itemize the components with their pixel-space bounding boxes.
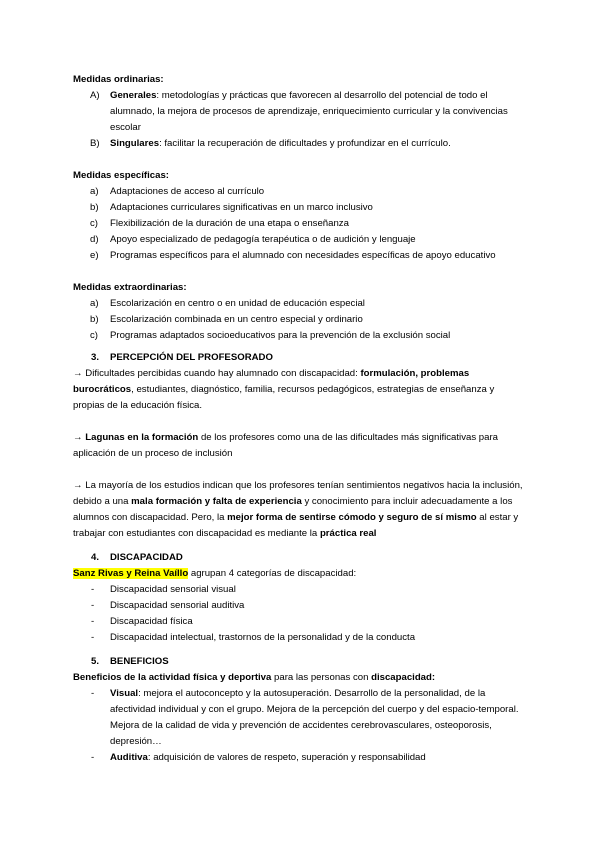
list-item — [73, 248, 528, 264]
list-marker: e) — [90, 250, 99, 261]
text-run: y conocimiento para incluir adecuadamente a los alumnos con discapacidad. Pero, la — [73, 496, 513, 523]
list-item — [73, 614, 528, 630]
list-marker: B) — [90, 138, 100, 149]
list-marker: b) — [90, 202, 99, 213]
text-bold: mejor forma de sentirse cómodo y seguro de sí mismo — [227, 512, 477, 523]
section-title: BENEFICIOS — [110, 656, 169, 667]
list-item — [73, 232, 528, 248]
paragraph-categorias — [73, 566, 528, 582]
list-item — [73, 136, 528, 152]
section-number: 4. — [91, 552, 100, 563]
item-text: Discapacidad física — [110, 616, 193, 627]
item-text: : metodologías y prácticas que favorecen al desarrollo del potencial de todo el alumnado, la mejora de procesos de aprendizaje, enriquecimiento curricular y la convivencias escolar — [110, 90, 508, 133]
list-item — [73, 88, 528, 136]
text-run: agrupan 4 categorías de discapacidad: — [188, 568, 357, 579]
item-term: Singulares — [110, 138, 160, 149]
list-especificas — [73, 184, 528, 264]
section-heading-4 — [73, 550, 528, 566]
text-bold: mala formación y falta de experiencia — [131, 496, 302, 507]
item-term: Visual — [110, 688, 139, 699]
section-heading-ordinarias: Medidas ordinarias: — [73, 74, 164, 85]
list-item — [73, 184, 528, 200]
text-run: , estudiantes, diagnóstico, familia, recursos pedagógicos, estrategias de enseñanza y propias de la educación física. — [73, 384, 495, 411]
paragraph-dificultades — [73, 366, 528, 414]
item-text: Discapacidad sensorial visual — [110, 584, 236, 595]
section-heading-5 — [73, 654, 528, 670]
text-bold: Beneficios de la actividad física y deportiva — [73, 672, 272, 683]
list-beneficios — [73, 686, 528, 766]
item-text: : mejora el autoconcepto y la autosuperación. Desarrollo de la personalidad, de la afectividad individual y con el grupo. Mejora de la percepción del cuerpo y del espacio-temporal. Mejora de la calidad de vida y prevención de accidentes cerebrovasculares, osteoporosis, depresión… — [110, 688, 519, 747]
list-marker: d) — [90, 234, 99, 245]
text-bold: Lagunas en la formación — [85, 432, 199, 443]
list-marker: - — [91, 600, 95, 611]
list-item — [73, 582, 528, 598]
text-run: → — [73, 432, 86, 443]
text-run: de los profesores como una de las dificultades más significativas para aplicación de un proceso de inclusión — [73, 432, 498, 459]
text-run: al estar y trabajar con estudiantes con discapacidad es mediante la — [73, 512, 519, 539]
list-marker: c) — [90, 218, 98, 229]
list-item — [73, 328, 528, 344]
item-text: Adaptaciones curriculares significativas en un marco inclusivo — [110, 202, 373, 213]
list-item — [73, 216, 528, 232]
list-item — [73, 200, 528, 216]
item-text: : facilitar la recuperación de dificultades y profundizar en el currículo. — [159, 138, 451, 149]
list-item — [73, 598, 528, 614]
item-text: Adaptaciones de acceso al currículo — [110, 186, 265, 197]
list-marker: b) — [90, 314, 99, 325]
text-run: → La mayoría de los estudios indican que los profesores tenían sentimientos negativos hacia la inclusión, debido a una — [73, 480, 523, 507]
section-number: 5. — [91, 656, 100, 667]
section-title: PERCEPCIÓN DEL PROFESORADO — [110, 352, 273, 363]
list-marker: a) — [90, 186, 99, 197]
list-item — [73, 630, 528, 646]
list-marker: - — [91, 632, 95, 643]
list-marker: - — [91, 584, 95, 595]
item-text: Programas adaptados socioeducativos para la prevención de la exclusión social — [110, 330, 451, 341]
list-item — [73, 750, 528, 766]
item-term: Auditiva — [110, 752, 148, 763]
list-marker: - — [91, 688, 95, 699]
item-text: Discapacidad intelectual, trastornos de la personalidad y de la conducta — [110, 632, 416, 643]
list-extraordinarias — [73, 296, 528, 344]
section-heading-3 — [73, 350, 528, 366]
text-bold: discapacidad — [371, 672, 432, 683]
list-item — [73, 296, 528, 312]
highlighted-authors: Sanz Rivas y Reina Vaíllo — [73, 568, 189, 579]
section-heading-especificas: Medidas específicas: — [73, 170, 169, 181]
section-number: 3. — [91, 352, 100, 363]
list-marker: - — [91, 616, 95, 627]
paragraph-lagunas — [73, 430, 528, 462]
section-title: DISCAPACIDAD — [110, 552, 183, 563]
text-run: para las personas con — [271, 672, 372, 683]
item-text: Flexibilización de la duración de una etapa o enseñanza — [110, 218, 349, 229]
list-marker: - — [91, 752, 95, 763]
item-text: : adquisición de valores de respeto, superación y responsabilidad — [147, 752, 426, 763]
text-bold: : — [431, 672, 436, 683]
list-marker: a) — [90, 298, 99, 309]
list-marker: c) — [90, 330, 98, 341]
list-discapacidad — [73, 582, 528, 646]
document-page — [73, 72, 528, 766]
paragraph-estudios — [73, 478, 528, 542]
list-marker: A) — [90, 90, 100, 101]
item-text: Discapacidad sensorial auditiva — [110, 600, 245, 611]
list-ordinarias — [73, 88, 528, 152]
text-run: → Dificultades percibidas cuando hay alumnado con discapacidad: — [73, 368, 361, 379]
list-item — [73, 312, 528, 328]
section-heading-extraordinarias: Medidas extraordinarias: — [73, 282, 187, 293]
item-text: Escolarización en centro o en unidad de educación especial — [110, 298, 365, 309]
list-item — [73, 686, 528, 750]
paragraph-beneficios-intro — [73, 670, 528, 686]
text-bold: formulación, problemas burocráticos — [73, 368, 470, 395]
item-text: Programas específicos para el alumnado con necesidades específicas de apoyo educativo — [110, 250, 496, 261]
item-term: Generales — [110, 90, 157, 101]
item-text: Escolarización combinada en un centro especial y ordinario — [110, 314, 363, 325]
item-text: Apoyo especializado de pedagogía terapéutica o de audición y lenguaje — [110, 234, 416, 245]
text-bold: práctica real — [319, 528, 377, 539]
